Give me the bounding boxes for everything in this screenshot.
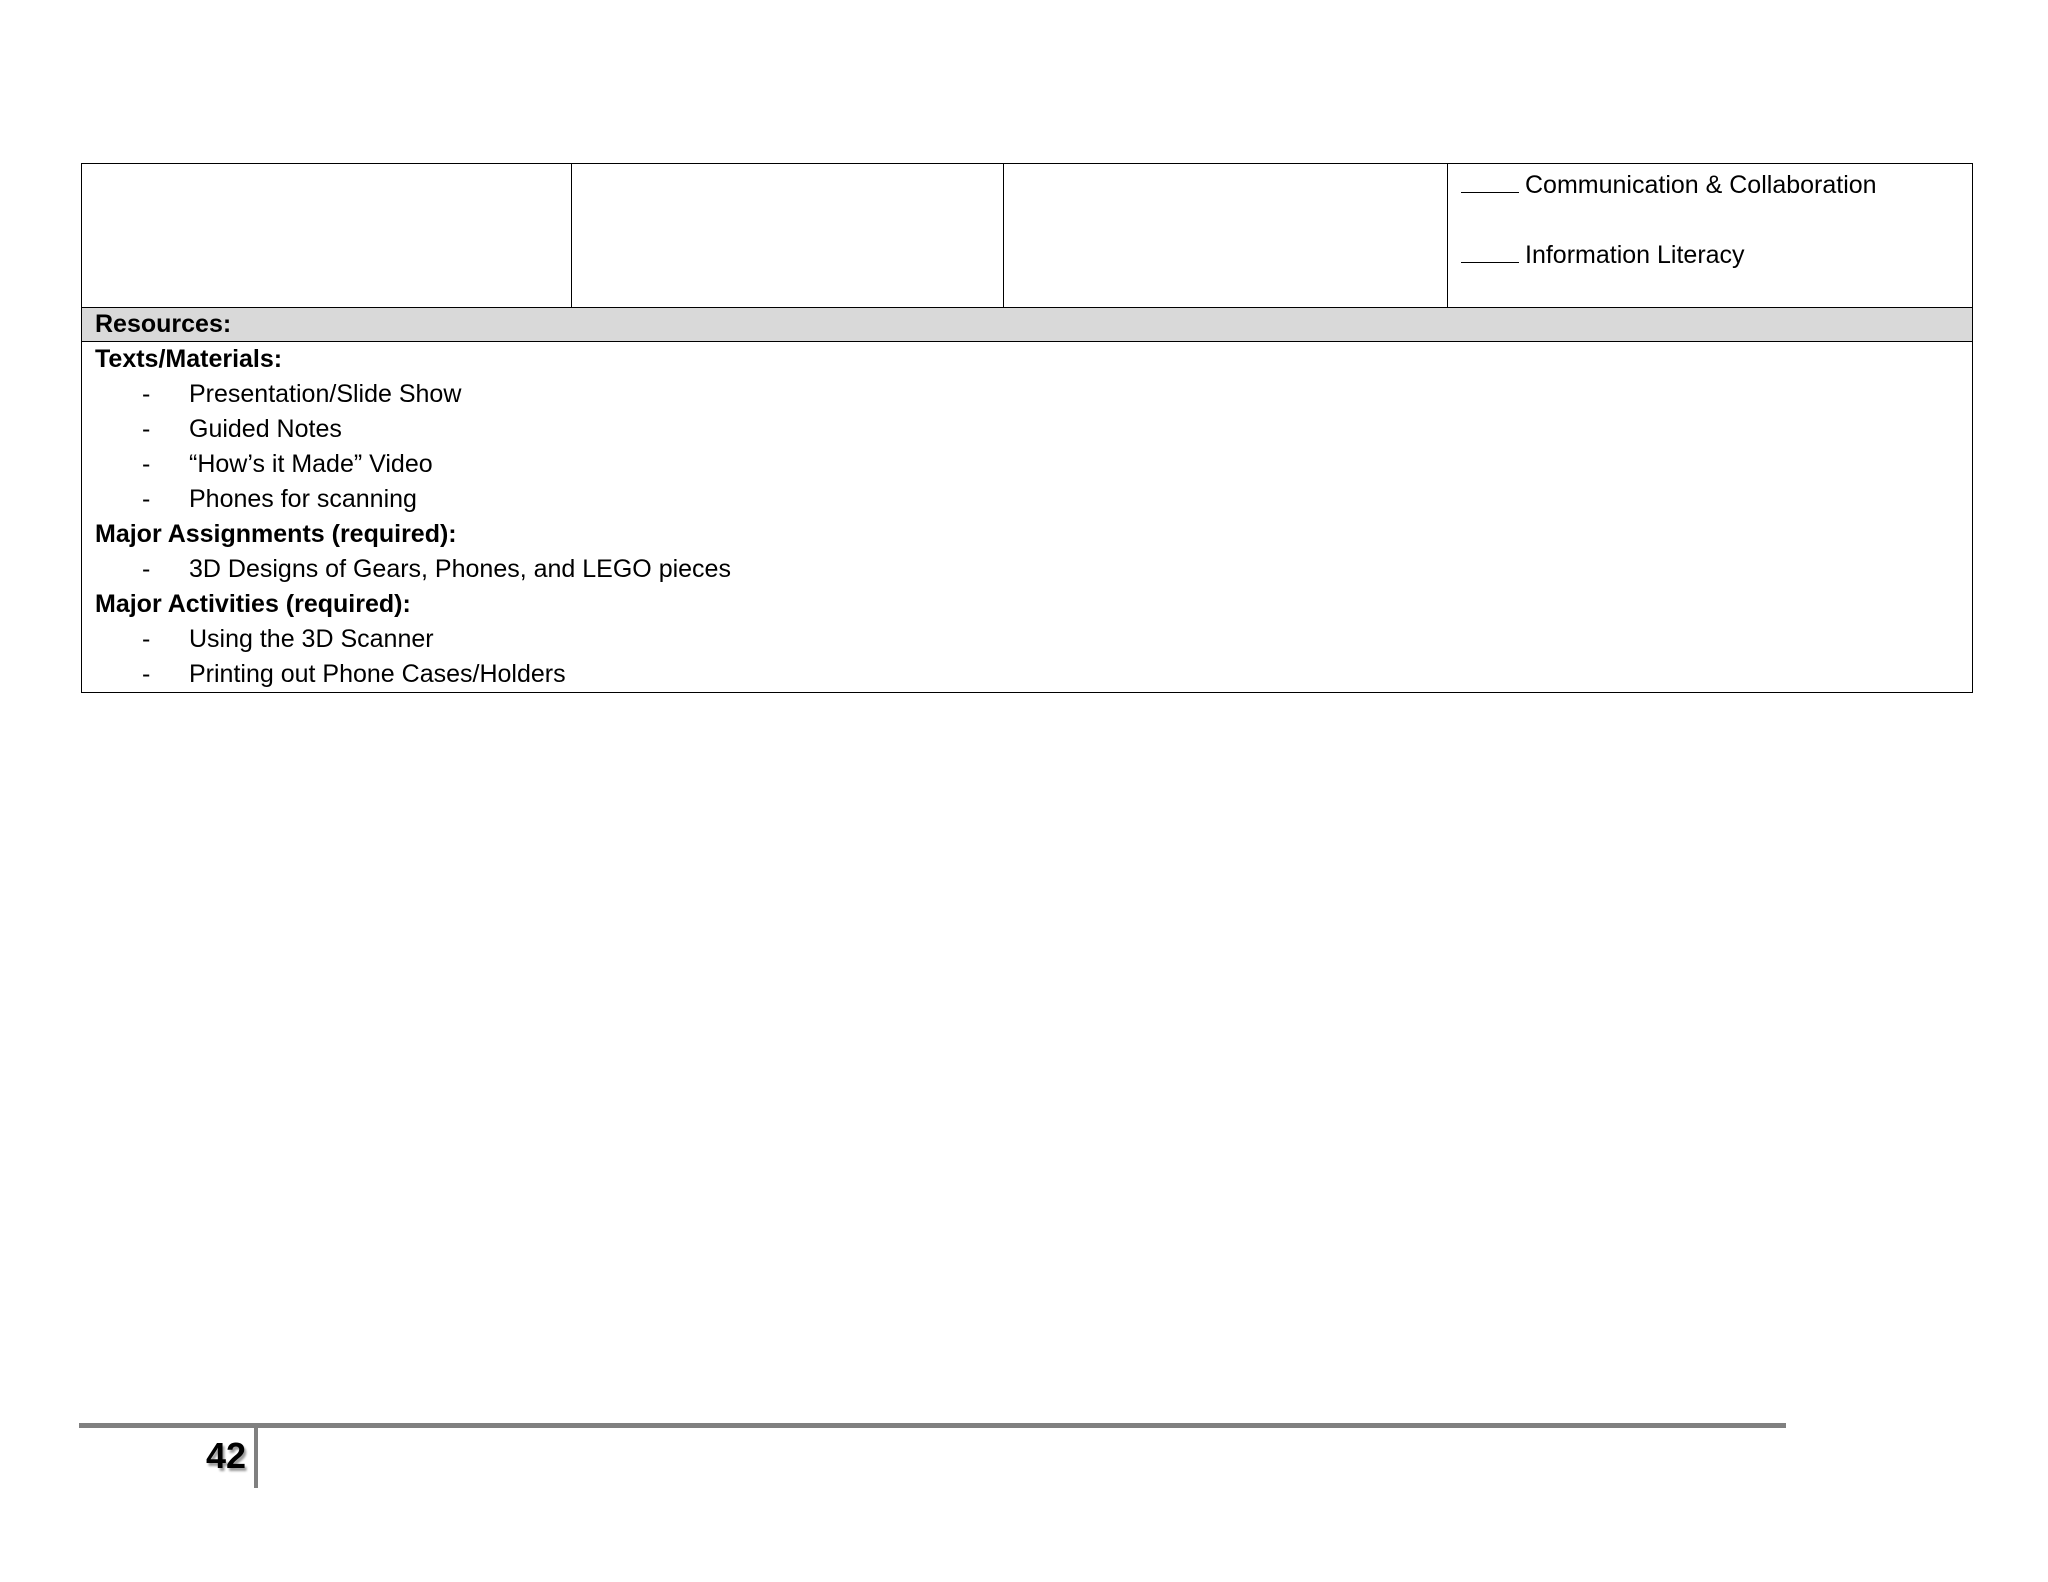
page-number: 42 <box>205 1435 246 1476</box>
list-item-text: “How’s it Made” Video <box>189 450 433 478</box>
resources-header-row <box>82 308 1973 342</box>
checkbox-blank-line <box>1461 240 1519 263</box>
list-item-text: Guided Notes <box>189 415 342 443</box>
list-item-text: Phones for scanning <box>189 485 417 513</box>
dash-bullet-icon: - <box>142 625 151 653</box>
list-item <box>95 447 1959 482</box>
list-item-text: Presentation/Slide Show <box>189 380 462 408</box>
dash-bullet-icon: - <box>142 485 151 513</box>
major-activities-heading: Major Activities (required): <box>95 590 411 618</box>
dash-bullet-icon: - <box>142 555 151 583</box>
footer-divider <box>79 1423 1786 1428</box>
skill-label: Information Literacy <box>1525 241 1745 269</box>
list-item <box>95 657 1959 692</box>
skill-label: Communication & Collaboration <box>1525 171 1877 199</box>
list-item <box>95 622 1959 657</box>
list-item <box>95 412 1959 447</box>
spacer <box>1461 203 1959 238</box>
checkbox-blank-line <box>1461 170 1519 193</box>
list-item-text: 3D Designs of Gears, Phones, and LEGO pieces <box>189 555 731 583</box>
dash-bullet-icon: - <box>142 415 151 443</box>
skills-cell <box>1448 164 1973 308</box>
footer-vertical-bar <box>254 1428 258 1488</box>
skill-item <box>1461 168 1959 203</box>
lesson-plan-table <box>81 163 1973 693</box>
dash-bullet-icon: - <box>142 660 151 688</box>
list-item <box>95 377 1959 412</box>
list-item-text: Using the 3D Scanner <box>189 625 434 653</box>
table-row <box>82 164 1973 308</box>
table-cell-empty <box>572 164 1004 308</box>
list-item <box>95 552 1959 587</box>
list-item-text: Printing out Phone Cases/Holders <box>189 660 566 688</box>
texts-materials-heading: Texts/Materials: <box>95 345 283 373</box>
list-item <box>95 482 1959 517</box>
dash-bullet-icon: - <box>142 380 151 408</box>
resources-heading: Resources: <box>82 308 1973 342</box>
dash-bullet-icon: - <box>142 450 151 478</box>
resources-content <box>82 342 1973 693</box>
major-assignments-heading: Major Assignments (required): <box>95 520 457 548</box>
skill-item <box>1461 238 1959 273</box>
table-cell-empty <box>1004 164 1448 308</box>
table-cell-empty <box>82 164 572 308</box>
resources-body-row <box>82 342 1973 693</box>
